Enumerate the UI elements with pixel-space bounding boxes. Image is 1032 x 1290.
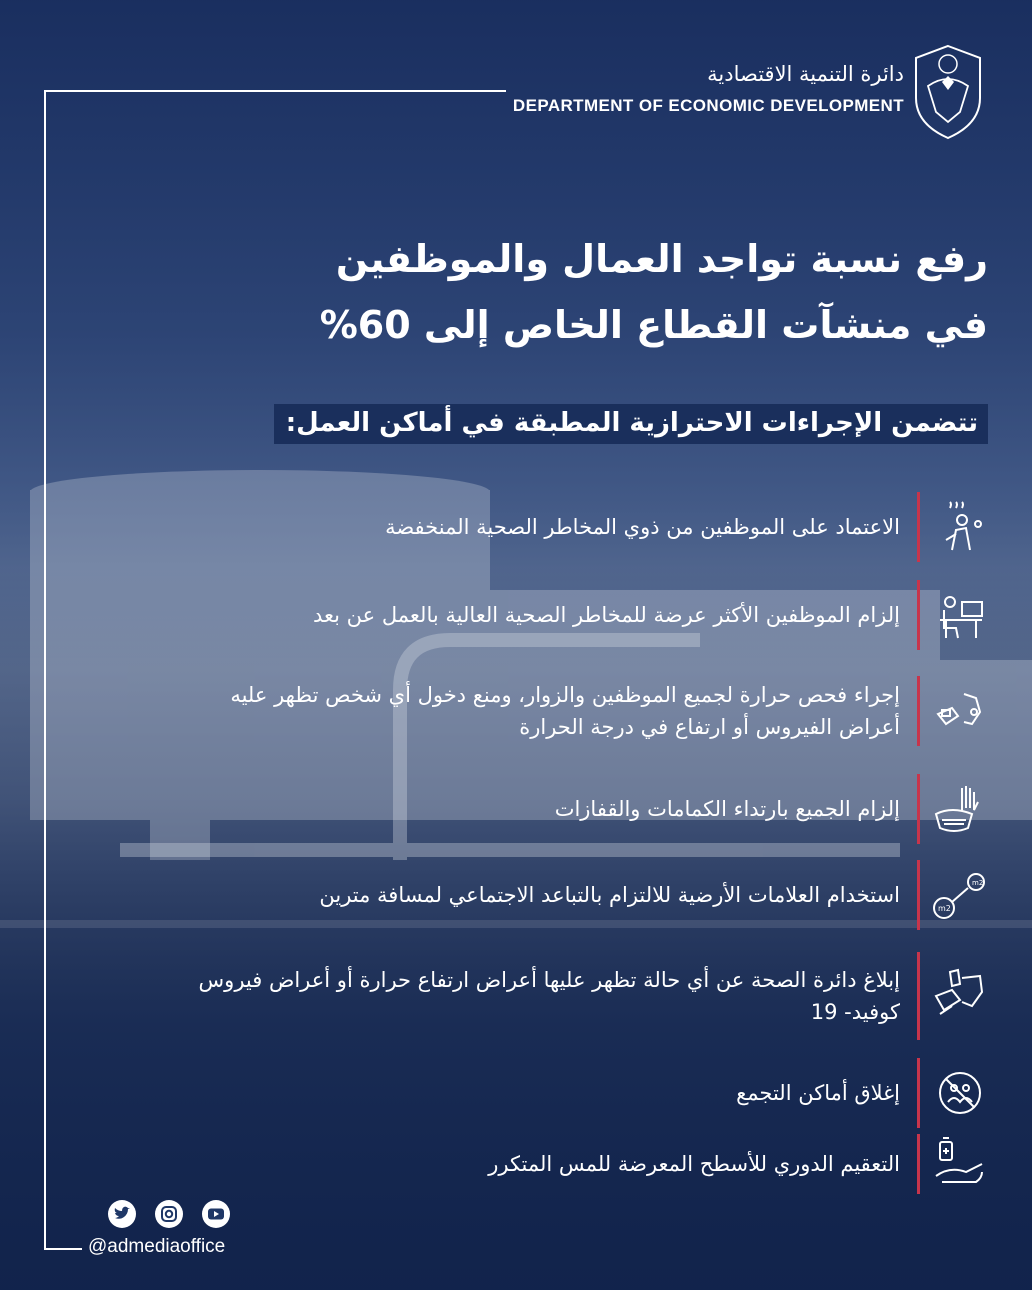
frame-bottom-line [44,1248,82,1250]
temperature-check-icon [932,684,988,738]
measure-text: إلزام الموظفين الأكثر عرضة للمخاطر الصحية العالية بالعمل عن بعد [313,603,900,627]
measure-text: إبلاغ دائرة الصحة عن أي حالة تظهر عليها أعراض ارتفاع حرارة أو أعراض فيروس كوفيد- 19 [198,968,900,1024]
measure-item [168,580,988,650]
social-icons [108,1200,244,1228]
falcon-emblem-icon [908,42,988,142]
title-line-2: في منشآت القطاع الخاص إلى 60% [319,303,988,347]
social-handle[interactable]: @admediaoffice [88,1236,226,1257]
accent-bar [917,580,920,650]
measures-heading: تتضمن الإجراءات الاحترازية المطبقة في أماكن العمل: [274,404,988,444]
measure-item [168,1058,988,1128]
measure-item [168,1134,988,1194]
sanitize-surface-icon [932,1136,988,1190]
measure-item [168,952,988,1040]
youtube-icon[interactable] [202,1200,230,1228]
frame-left-line [44,90,46,1250]
measure-text: إلزام الجميع بارتداء الكمامات والقفازات [554,797,900,821]
floor-marking-icon [932,868,988,922]
accent-bar [917,492,920,562]
measure-text: استخدام العلامات الأرضية للالتزام بالتباعد الاجتماعي لمسافة مترين [319,883,900,907]
measure-item [168,676,988,746]
measure-item [168,774,988,844]
svg-text:m2: m2 [938,904,951,913]
accent-bar [917,1134,920,1194]
accent-bar [917,952,920,1040]
low-risk-person-icon [932,500,988,554]
title-line-1: رفع نسبة تواجد العمال والموظفين [335,237,988,281]
frame-top-line [44,90,506,92]
page-title [88,226,988,358]
mask-gloves-icon [932,782,988,836]
accent-bar [917,1058,920,1128]
accent-bar [917,676,920,746]
no-gathering-icon [932,1066,988,1120]
report-case-icon [932,966,988,1020]
measure-item [168,492,988,562]
svg-text:m2: m2 [972,879,984,887]
measure-text: التعقيم الدوري للأسطح المعرضة للمس المتكرر [488,1152,900,1176]
accent-bar [917,860,920,930]
logo-arabic-text: دائرة التنمية الاقتصادية [707,62,904,86]
twitter-icon[interactable] [108,1200,136,1228]
measure-text: إجراء فحص حرارة لجميع الموظفين والزوار، ومنع دخول أي شخص تظهر عليه أعراض الفيروس أو ارتفاع في درجة الحرارة [230,683,900,739]
measure-text: الاعتماد على الموظفين من ذوي المخاطر الصحية المنخفضة [385,515,900,539]
measure-item [168,860,988,930]
accent-bar [917,774,920,844]
remote-work-icon [932,588,988,642]
logo-english-text: DEPARTMENT OF ECONOMIC DEVELOPMENT [512,96,904,115]
instagram-icon[interactable] [155,1200,183,1228]
measure-text: إغلاق أماكن التجمع [736,1081,900,1105]
